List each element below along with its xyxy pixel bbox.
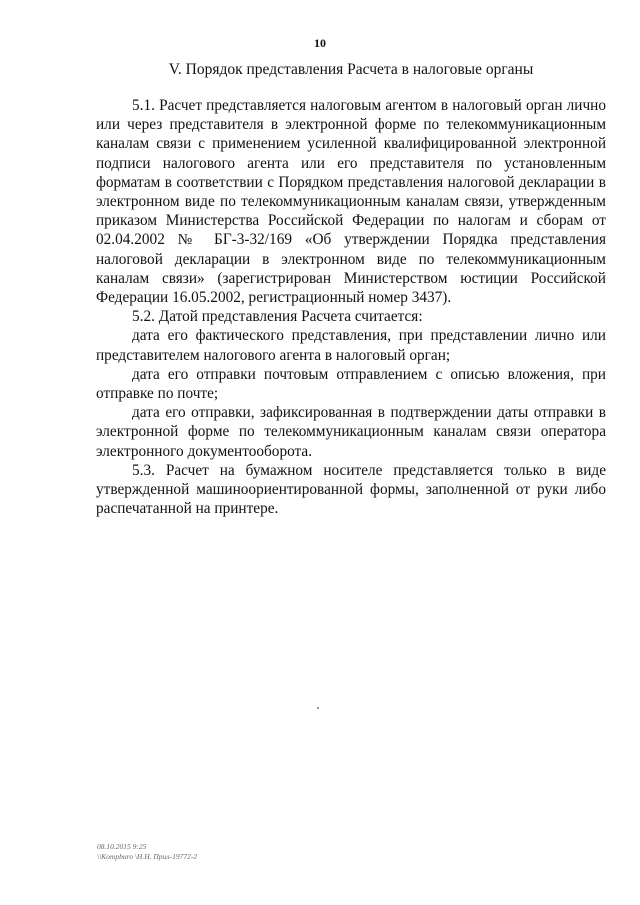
paragraph-date-electronic: дата его отправки, зафиксированная в подтверждении даты отправки в электронной форме по телекоммуникационным каналам связи оператора электронного документооборота. [96, 404, 606, 460]
page-number: 10 [314, 36, 326, 50]
document-body [96, 96, 606, 518]
section-title: V. Порядок представления Расчета в налоговые органы [168, 61, 534, 78]
paragraph-date-in-person: дата его фактического представления, при представлении лично или представителем налогового агента в налоговый орган; [96, 327, 606, 364]
paragraph-5-2: 5.2. Датой представления Расчета считается: [132, 308, 423, 326]
scan-speck [317, 707, 319, 709]
paragraph-5-3: 5.3. Расчет на бумажном носителе представляется только в виде утвержденной машиноориентированной формы, заполненной от руки либо распечатанной на принтере. [96, 461, 606, 518]
document-footer [97, 842, 197, 862]
paragraph-5-1: 5.1. Расчет представляется налоговым агентом в налоговый орган лично или через представителя в электронной форме по телекоммуникационным каналам связи с применением усиленной квалифицированной электронной подписи налогового агента или его представителя по установленным форматам в соответствии с Порядком представления налоговой декларации в электронном виде по телекоммуникационным каналам связи, утвержденным приказом Министерства Российской Федерации по налогам и сборам от 02.04.2002 № БГ-3-32/169 «Об утверждении Порядка представления налоговой декларации в электронном виде по телекоммуникационным каналам связи» (зарегистрирован Министерством юстиции Российской Федерации 16.05.2002, регистрационный номер 3437). [96, 97, 606, 307]
footer-file-path: \\Kompburo \Н.Н. Прил-19772-2 [97, 852, 198, 861]
footer-timestamp: 08.10.2015 9:25 [97, 842, 147, 851]
paragraph-date-by-post: дата его отправки почтовым отправлением с описью вложения, при отправке по почте; [96, 365, 606, 403]
